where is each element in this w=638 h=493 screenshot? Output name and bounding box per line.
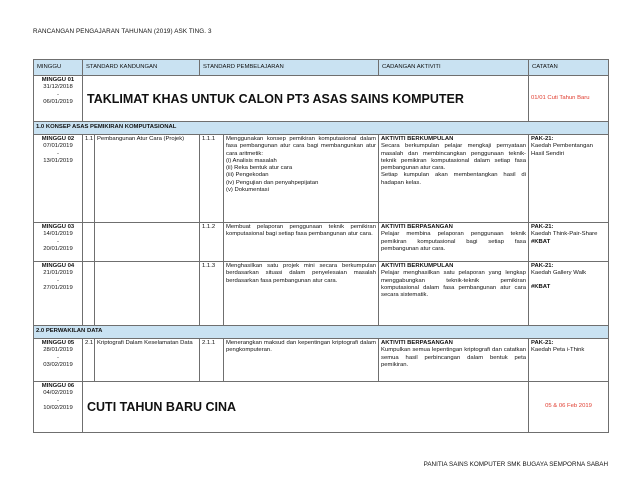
col-header-notes: CATATAN <box>529 60 609 76</box>
kbat-tag: #KBAT <box>531 283 551 290</box>
learning-standard-number: 1.1.1 <box>200 135 224 223</box>
table-row <box>34 135 609 223</box>
holiday-title: CUTI TAHUN BARU CINA <box>83 382 529 433</box>
activity-text: Pelajar menghasilkan satu pelaporan yang lengkap menggabungkan teknik-teknik pemikiran komputasional dalam fasa pembangunan atur cara secara sistematik. <box>381 270 526 299</box>
empty-cell <box>83 262 95 326</box>
week-start-date: 21/01/2019 <box>43 270 73 277</box>
method-text: Kaedah Peta i-Think <box>531 347 585 354</box>
week-cell <box>34 223 83 262</box>
week-end-date: 06/01/2019 <box>43 98 73 105</box>
learning-standard-number: 2.1.1 <box>200 339 224 382</box>
learning-standard-cell <box>224 135 379 223</box>
week-start-date: 07/01/2019 <box>43 143 73 150</box>
activity-text: Pelajar membina pelaporan penggunaan teknik pemikiran komputasional bagi setiap fasa pembangunan atur cara. <box>381 231 526 252</box>
week-end-date: 10/02/2019 <box>43 404 73 411</box>
learning-standard-text: Menggunakan konsep pemikiran komputasional dalam fasa pembangunan atur cara bagi membangunkan atur cara aritmetik: <box>226 136 376 157</box>
learning-standard-text: Menghasilkan satu projek mini secara berkumpulan berdasarkan situasi dalam penyelesaian masalah berdasarkan fasa pembangunan atur cara. <box>224 262 379 326</box>
empty-cell <box>95 262 200 326</box>
notes-cell <box>529 262 609 326</box>
week-cell <box>34 76 83 122</box>
activity-text: Secara berkumpulan pelajar mengkaji pernyataan masalah dan membincangkan penggunaan teknik-teknik pemikiran komputasional dalam setiap fasa pembangunan atur cara. <box>381 143 526 172</box>
col-header-content-standard: STANDARD KANDUNGAN <box>83 60 200 76</box>
empty-cell <box>95 223 200 262</box>
week-end-date: 13/01/2019 <box>43 157 73 164</box>
week-end-date: 27/01/2019 <box>43 284 73 291</box>
content-standard-text: Pembangunan Atur Cara (Projek) <box>95 135 200 223</box>
pak21-label: PAK-21: <box>531 136 554 142</box>
notes-cell <box>529 135 609 223</box>
activity-title: AKTIVITI BERKUMPULAN <box>381 136 454 142</box>
method-text: Kaedah Think-Pair-Share <box>531 231 598 238</box>
learning-standard-item: (ii) Reka bentuk atur cara <box>226 165 293 172</box>
content-standard-number: 1.1 <box>83 135 95 223</box>
week-separator: - <box>57 397 59 404</box>
table-row <box>34 223 609 262</box>
week-end-date: 03/02/2019 <box>43 361 73 368</box>
activity-title: AKTIVITI BERPASANGAN <box>381 224 453 230</box>
section-row <box>34 122 609 135</box>
week-separator: - <box>57 150 59 157</box>
activity-cell <box>379 135 529 223</box>
method-text: Kaedah Pembentangan Hasil Sendiri <box>531 143 593 157</box>
col-header-activity: CADANGAN AKTIVITI <box>379 60 529 76</box>
document-footer: PANITIA SAINS KOMPUTER SMK BUGAYA SEMPORNA SABAH <box>423 461 608 468</box>
notes-cell <box>529 339 609 382</box>
activity-title: AKTIVITI BERPASANGAN <box>381 340 453 346</box>
table-header-row <box>34 60 609 76</box>
teaching-plan-table <box>33 59 609 433</box>
kbat-tag: #KBAT <box>531 238 551 245</box>
col-header-week: MINGGU <box>34 60 83 76</box>
activity-text: Kumpulkan semua lepentingan kriptografi dan catatkan semua hasil perbincangan dalam bentuk peta pemikiran. <box>381 347 526 368</box>
week-separator: - <box>57 354 59 361</box>
week-start-date: 31/12/2018 <box>43 84 73 91</box>
week-separator: - <box>57 238 59 245</box>
learning-standard-text: Membuat pelaporan penggunaan teknik pemikiran komputasional bagi setiap fasa pembangunan atur cara. <box>224 223 379 262</box>
learning-standard-text: Menerangkan maksud dan kepentingan kriptografi dalam pengkomputeran. <box>224 339 379 382</box>
holiday-note: 05 & 06 Feb 2019 <box>529 382 609 433</box>
activity-text: Setiap kumpulan akan membentangkan hasil di hadapan kelas. <box>381 172 526 186</box>
week-label: MINGGU 06 <box>41 383 75 389</box>
week-label: MINGGU 04 <box>41 263 75 269</box>
method-text: Kaedah Gallery Walk <box>531 270 587 277</box>
table-row <box>34 382 609 433</box>
section-row <box>34 326 609 339</box>
holiday-note: 01/01 Cuti Tahun Baru <box>529 76 609 122</box>
section-title: 1.0 KONSEP ASAS PEMIKIRAN KOMPUTASIONAL <box>34 122 609 135</box>
empty-cell <box>83 223 95 262</box>
week-separator: - <box>57 277 59 284</box>
week-cell <box>34 262 83 326</box>
table-row <box>34 76 609 122</box>
week-label: MINGGU 01 <box>41 77 75 83</box>
week-separator: - <box>57 91 59 98</box>
week-cell <box>34 339 83 382</box>
activity-cell <box>379 339 529 382</box>
document-header: RANCANGAN PENGAJARAN TAHUNAN (2019) ASK TING. 3 <box>33 28 212 35</box>
week-end-date: 20/01/2019 <box>43 245 73 252</box>
section-title: 2.0 PERWAKILAN DATA <box>34 326 609 339</box>
learning-standard-item: (iv) Pengujian dan penyahpepijatan <box>226 179 319 186</box>
week-cell <box>34 382 83 433</box>
table-row <box>34 262 609 326</box>
week-label: MINGGU 02 <box>41 136 75 142</box>
pak21-label: PAK-21: <box>531 340 554 346</box>
week-start-date: 28/01/2019 <box>43 347 73 354</box>
content-standard-text: Kriptografi Dalam Keselamatan Data <box>95 339 200 382</box>
week-label: MINGGU 05 <box>41 340 75 346</box>
week-start-date: 04/02/2019 <box>43 390 73 397</box>
pak21-label: PAK-21: <box>531 263 554 269</box>
pak21-label: PAK-21: <box>531 224 554 230</box>
activity-cell <box>379 223 529 262</box>
activity-cell <box>379 262 529 326</box>
learning-standard-item: (iii) Pengekodan <box>226 172 269 179</box>
learning-standard-number: 1.1.3 <box>200 262 224 326</box>
activity-title: AKTIVITI BERKUMPULAN <box>381 263 454 269</box>
col-header-learning-standard: STANDARD PEMBELAJARAN <box>200 60 379 76</box>
week-cell <box>34 135 83 223</box>
learning-standard-number: 1.1.2 <box>200 223 224 262</box>
week-label: MINGGU 03 <box>41 224 75 230</box>
content-standard-number: 2.1 <box>83 339 95 382</box>
notes-cell <box>529 223 609 262</box>
week-start-date: 14/01/2019 <box>43 231 73 238</box>
briefing-title: TAKLIMAT KHAS UNTUK CALON PT3 ASAS SAINS KOMPUTER <box>83 76 529 122</box>
learning-standard-item: (v) Dokumentasi <box>226 187 269 194</box>
learning-standard-item: (i) Analisis masalah <box>226 157 277 164</box>
table-row <box>34 339 609 382</box>
